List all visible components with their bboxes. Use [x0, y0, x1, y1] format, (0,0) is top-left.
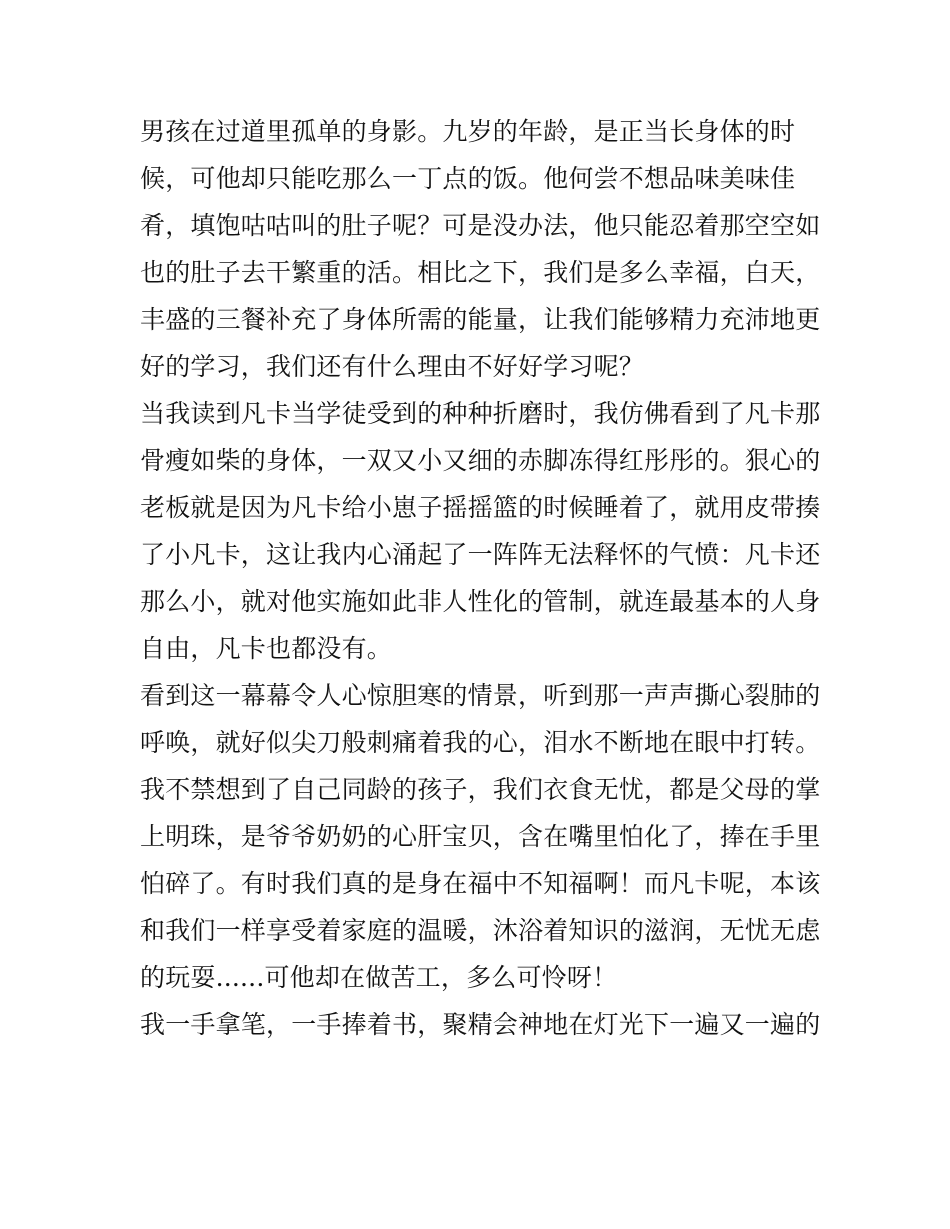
text-line: 肴，填饱咕咕叫的肚子呢？可是没办法，他只能忍着那空空如 — [140, 211, 820, 240]
text-line: 丰盛的三餐补充了身体所需的能量，让我们能够精力充沛地更 — [140, 305, 820, 334]
text-line: 呼唤，就好似尖刀般刺痛着我的心，泪水不断地在眼中打转。 — [140, 728, 820, 757]
text-line: 怕碎了。有时我们真的是身在福中不知福啊！而凡卡呢，本该 — [140, 869, 820, 898]
text-line: 候，可他却只能吃那么一丁点的饭。他何尝不想品味美味佳 — [140, 164, 796, 193]
text-line: 也的肚子去干繁重的活。相比之下，我们是多么幸福，白天， — [140, 258, 820, 287]
text-line: 那么小，就对他实施如此非人性化的管制，就连最基本的人身 — [140, 587, 820, 616]
text-line: 我一手拿笔，一手捧着书，聚精会神地在灯光下一遍又一遍的 — [140, 1010, 820, 1039]
essay-body — [140, 108, 820, 1048]
text-line: 我不禁想到了自己同龄的孩子，我们衣食无忧，都是父母的掌 — [140, 775, 820, 804]
text-line: 和我们一样享受着家庭的温暖，沐浴着知识的滋润，无忧无虑 — [140, 916, 820, 945]
text-line: 的玩耍......可他却在做苦工，多么可怜呀！ — [140, 963, 618, 992]
text-line: 了小凡卡，这让我内心涌起了一阵阵无法释怀的气愤：凡卡还 — [140, 540, 820, 569]
text-line: 上明珠，是爷爷奶奶的心肝宝贝，含在嘴里怕化了，捧在手里 — [140, 822, 820, 851]
text-line: 老板就是因为凡卡给小崽子摇摇篮的时候睡着了，就用皮带揍 — [140, 493, 820, 522]
text-line: 骨瘦如柴的身体，一双又小又细的赤脚冻得红彤彤的。狠心的 — [140, 446, 820, 475]
text-line: 自由，凡卡也都没有。 — [140, 634, 393, 663]
text-line: 看到这一幕幕令人心惊胆寒的情景，听到那一声声撕心裂肺的 — [140, 681, 820, 710]
text-line: 男孩在过道里孤单的身影。九岁的年龄，是正当长身体的时 — [140, 117, 796, 146]
text-line: 好的学习，我们还有什么理由不好好学习呢？ — [140, 352, 645, 381]
text-line: 当我读到凡卡当学徒受到的种种折磨时，我仿佛看到了凡卡那 — [140, 399, 820, 428]
